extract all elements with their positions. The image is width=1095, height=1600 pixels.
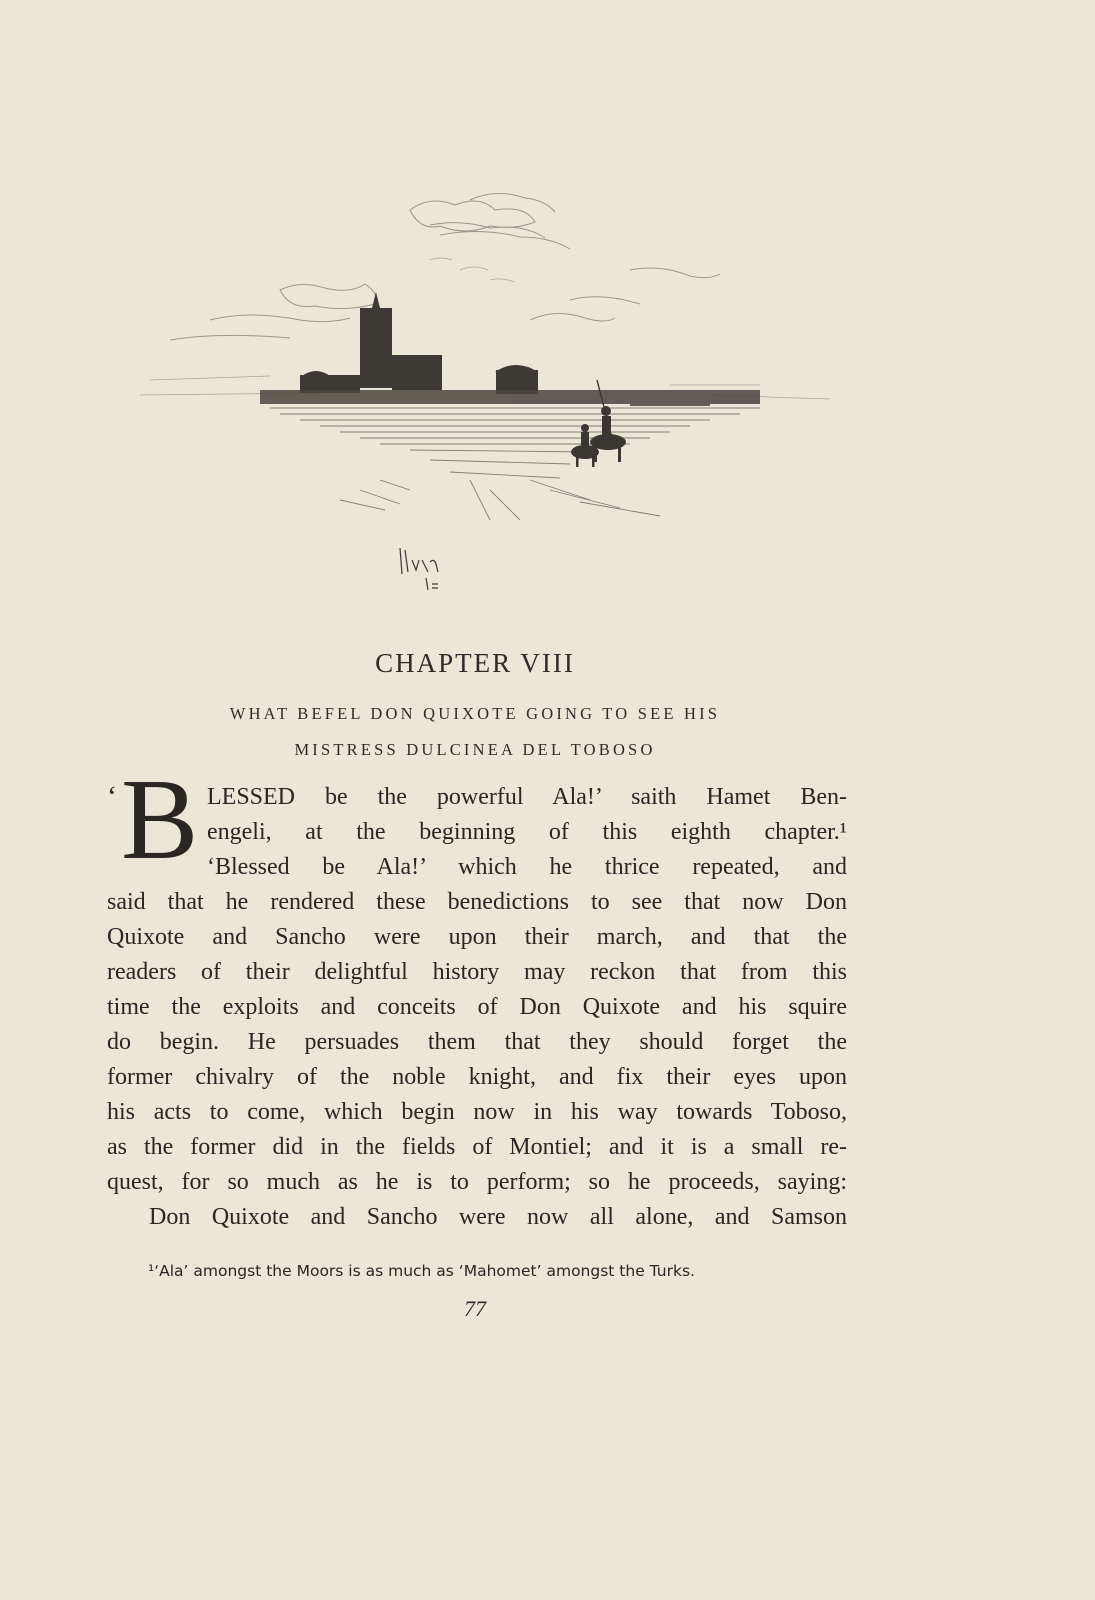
text-line: ‘Blessed be Ala!’ which he thrice repeated, and bbox=[207, 854, 847, 880]
text-line: readers of their delightful history may reckon that from this bbox=[107, 959, 847, 985]
text-line: his acts to come, which begin now in his way towards Toboso, bbox=[107, 1099, 847, 1125]
text-line: as the former did in the fields of Montiel; and it is a small re- bbox=[107, 1134, 847, 1160]
text-line: Quixote and Sancho were upon their march, and that the bbox=[107, 924, 847, 950]
chapter-subtitle-line-2: MISTRESS DULCINEA DEL TOBOSO bbox=[294, 740, 656, 759]
landscape-illustration bbox=[110, 180, 840, 610]
text-line: LESSED be the powerful Ala!’ saith Hamet Ben- bbox=[207, 784, 847, 810]
page-number: 77 bbox=[464, 1296, 486, 1321]
chapter-subtitle-line-1: WHAT BEFEL DON QUIXOTE GOING TO SEE HIS bbox=[229, 704, 721, 723]
text-line: do begin. He persuades them that they should forget the bbox=[107, 1029, 847, 1055]
text-line: time the exploits and conceits of Don Quixote and his squire bbox=[107, 994, 847, 1020]
text-line: Don Quixote and Sancho were now all alone, and Samson bbox=[149, 1204, 847, 1230]
drop-cap-letter: B bbox=[121, 756, 199, 884]
text-line: former chivalry of the noble knight, and fix their eyes upon bbox=[107, 1064, 847, 1090]
text-line: engeli, at the beginning of this eighth chapter.¹ bbox=[207, 819, 847, 845]
opening-quote: ‘ bbox=[107, 780, 117, 813]
footnote: ¹‘Ala’ amongst the Moors is as much as ‘Mahomet’ amongst the Turks. bbox=[148, 1262, 695, 1280]
text-line: quest, for so much as he is to perform; so he proceeds, saying: bbox=[107, 1169, 847, 1195]
chapter-title: CHAPTER VIII bbox=[375, 648, 575, 678]
text-line: said that he rendered these benedictions to see that now Don bbox=[107, 889, 847, 915]
